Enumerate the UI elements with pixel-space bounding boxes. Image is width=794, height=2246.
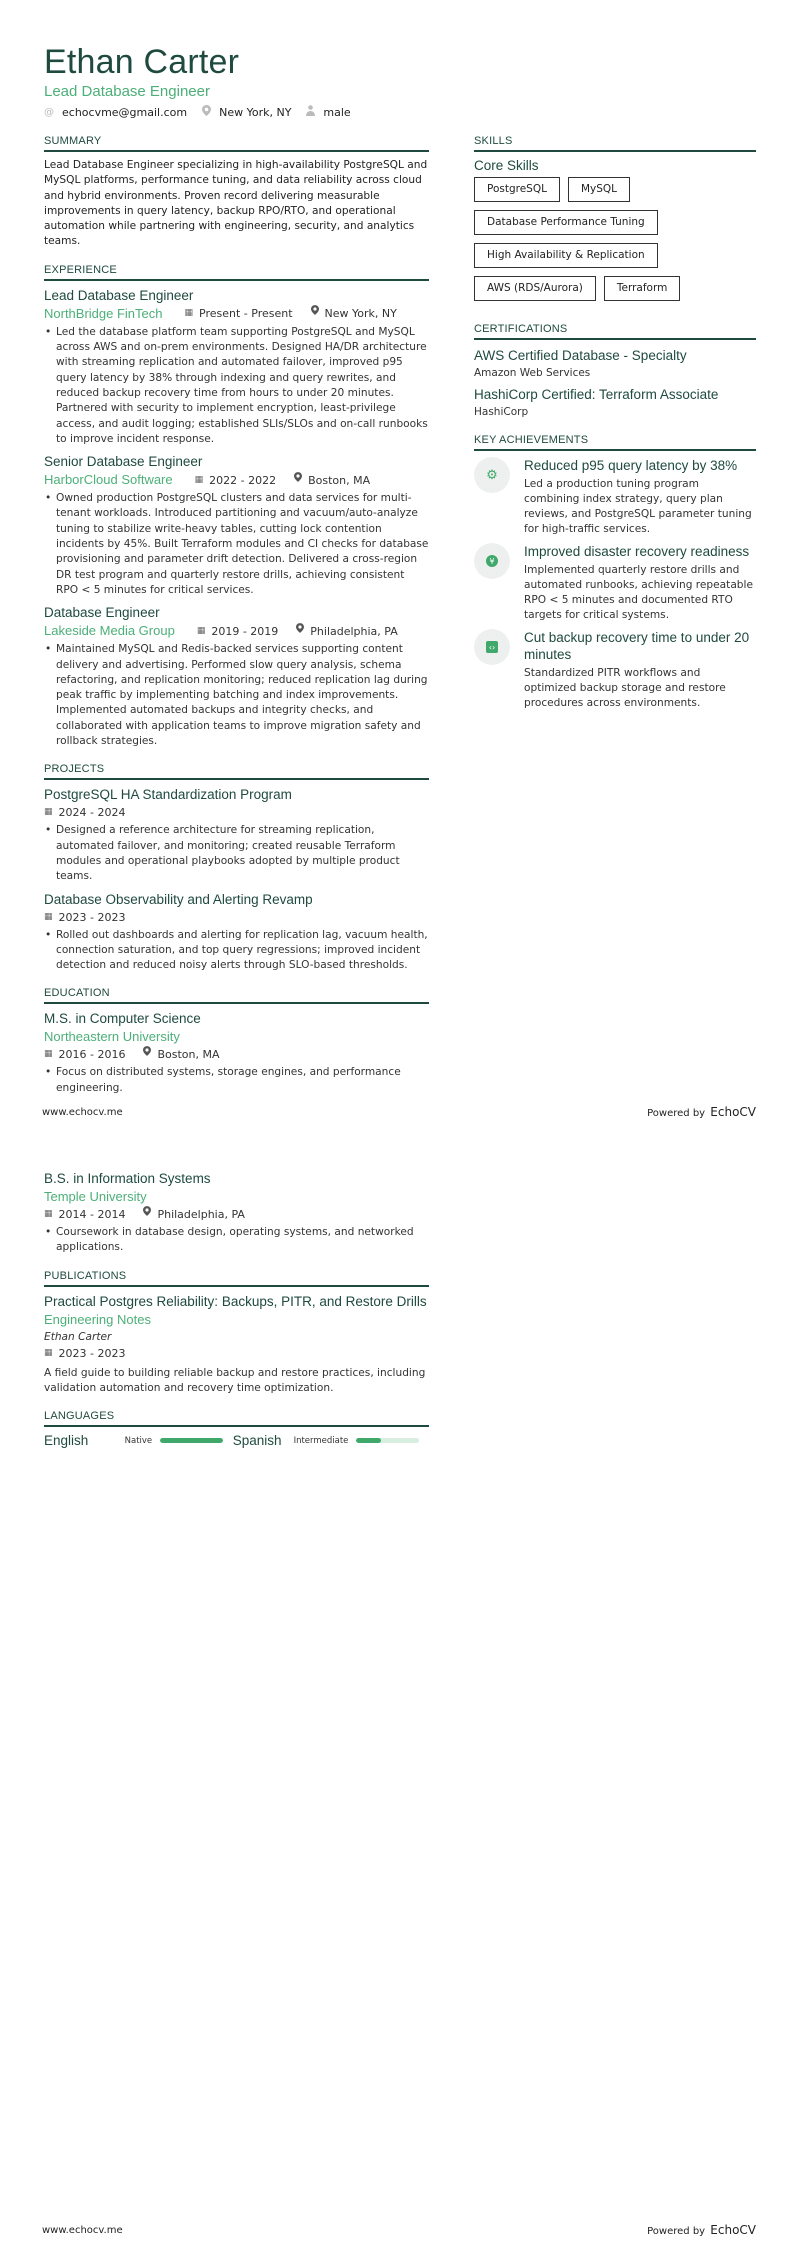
edu-location: Boston, MA [157, 1048, 220, 1062]
summary-section [44, 135, 429, 250]
footer-powered: Powered by EchoCV [647, 1105, 756, 1119]
candidate-name: Ethan Carter [44, 43, 240, 81]
edu-location: Philadelphia, PA [157, 1208, 245, 1221]
location-icon [296, 623, 304, 640]
achievement-icon-wrap [474, 543, 510, 579]
calendar-icon: ▦ [44, 1209, 53, 1219]
location-icon [294, 472, 302, 489]
skill-tag: PostgreSQL [474, 177, 560, 202]
publication-publisher: Engineering Notes [44, 1311, 151, 1327]
candidate-title: Lead Database Engineer [44, 83, 210, 100]
publication-dates: 2023 - 2023 [58, 1346, 126, 1360]
achievement-desc: Led a production tuning program combining index strategy, query plan reviews, and PostgreSQL parameter tuning for high-traffic services. [524, 478, 752, 535]
calendar-icon: ▦ [44, 1049, 53, 1060]
project-name: Database Observability and Alerting Revamp [44, 891, 313, 907]
bullet-item: • Coursework in database design, operating systems, and networked applications. [44, 1225, 429, 1256]
job-role: Database Engineer [44, 605, 160, 621]
achievement-title: Cut backup recovery time to under 20 minutes [524, 630, 750, 662]
language-level: Intermediate [293, 1435, 349, 1446]
gender-text: male [323, 105, 351, 119]
achievement-icon-wrap [474, 629, 510, 665]
bullet-item: • Owned production PostgreSQL clusters and data services for multi-tenant workloads. Introduced partitioning and vacuum/auto-analyze tuning to stabilize write-heavy tables, cutting lock contention incidents by 45%. Built Terraform modules and CI checks for database provisioning and parameter drift detection. Delivered a cross-region DR test program and quarterly restore drills, achieving consistent RPO < 5 minutes for critical services. [44, 491, 429, 598]
skill-tag: Database Performance Tuning [474, 210, 658, 235]
company-name: NorthBridge FinTech [44, 305, 163, 321]
section-heading: SUMMARY [44, 135, 429, 152]
achievement-icon-wrap [474, 457, 510, 493]
calendar-icon: ▦ [184, 308, 194, 319]
footer-powered: Powered by EchoCV [647, 2223, 756, 2237]
section-heading: EXPERIENCE [44, 264, 429, 281]
publication-entry [44, 1293, 429, 1397]
right-column [474, 135, 756, 725]
project-entry [44, 786, 429, 884]
cert-name: HashiCorp Certified: Terraform Associate [474, 387, 719, 402]
section-heading: SKILLS [474, 135, 756, 152]
section-heading: PUBLICATIONS [44, 1270, 429, 1287]
language-name: Spanish [232, 1433, 282, 1449]
contact-row [44, 105, 365, 119]
experience-entry [44, 453, 429, 598]
achievement-item [474, 457, 756, 537]
skill-tag: MySQL [568, 177, 630, 202]
education-entry [44, 1170, 429, 1256]
footer-brand: EchoCV [710, 2223, 756, 2237]
project-dates: 2024 - 2024 [58, 806, 126, 820]
languages-section [44, 1410, 429, 1448]
project-dates: 2023 - 2023 [58, 910, 126, 924]
achievement-title: Improved disaster recovery readiness [524, 544, 750, 559]
section-heading: KEY ACHIEVEMENTS [474, 434, 756, 451]
education-entry [44, 1010, 429, 1096]
location-icon [143, 1046, 151, 1063]
bullet-item: • Maintained MySQL and Redis-backed services supporting content delivery and advertising. Performed slow query analysis, schema refactoring, and replication monitoring; reduced replication lag during peak traffic by implementing batching and index improvements. Implemented automated backups and integrity checks, and collaborated with application teams to improve migration safety and rollback strategies. [44, 642, 429, 749]
job-dates: 2022 - 2022 [209, 473, 277, 487]
job-role: Senior Database Engineer [44, 454, 203, 470]
summary-text: Lead Database Engineer specializing in high-availability PostgreSQL and MySQL platforms, performance tuning, and data reliability across cloud and hybrid environments. Proven record delivering measurable improvements in query latency, backup RPO/RTO, and operational automation while partnering with engineering, security, and analytics teams. [44, 159, 428, 248]
experience-section [44, 264, 429, 750]
bullet-item: • Led the database platform team supporting PostgreSQL and MySQL across AWS and on-prem environments. Designed HA/DR architecture with streaming replication and automated failover, improved p95 query latency by 38% through indexing and query rewrites, and reduced backup recovery time from hours to under 20 minutes. Partnered with security to implement encryption, least-privilege access, and audit logging; established SLIs/SLOs and on-call runbooks to improve incident response. [44, 325, 429, 447]
publication-description: A field guide to building reliable backup and restore practices, including validation automation and recovery time optimization. [44, 1366, 426, 1394]
language-name: English [44, 1433, 89, 1449]
job-bullets [44, 491, 429, 598]
language-level: Native [124, 1435, 153, 1446]
email-text: echocvme@gmail.com [62, 105, 188, 119]
calendar-icon: ▦ [44, 911, 53, 922]
project-entry [44, 891, 429, 974]
bullet-item: • Rolled out dashboards and alerting for replication lag, vacuum health, connection saturation, and top query regressions; improved incident detection and reduced noisy alerts through SLO-based thresholds. [44, 928, 429, 974]
job-bullets [44, 325, 429, 447]
experience-entry [44, 604, 429, 749]
gear-icon: ⚙ [486, 467, 498, 483]
job-dates: Present - Present [199, 307, 293, 321]
skill-tag: AWS (RDS/Aurora) [474, 276, 596, 301]
project-name: PostgreSQL HA Standardization Program [44, 787, 292, 803]
location-text: New York, NY [219, 105, 292, 119]
achievement-desc: Standardized PITR workflows and optimized backup storage and restore procedures across environments. [524, 667, 726, 709]
cert-issuer: Amazon Web Services [474, 367, 591, 379]
education-section-continued [44, 1170, 429, 1256]
education-section [44, 987, 429, 1096]
job-dates: 2019 - 2019 [211, 624, 279, 638]
skills-section [474, 135, 756, 309]
resume-header [44, 44, 365, 119]
page-footer [42, 2223, 756, 2237]
contact-gender [305, 105, 350, 119]
skill-group-title: Core Skills [474, 158, 539, 173]
footer-brand: EchoCV [710, 1105, 756, 1119]
location-icon [311, 305, 319, 322]
location-icon [201, 105, 211, 119]
section-heading: LANGUAGES [44, 1410, 429, 1427]
job-location: Philadelphia, PA [310, 624, 398, 638]
job-role: Lead Database Engineer [44, 287, 194, 303]
job-location: Boston, MA [308, 473, 371, 487]
contact-email[interactable] [44, 106, 187, 119]
calendar-icon: ▦ [44, 1347, 53, 1358]
publication-author: Ethan Carter [44, 1330, 112, 1343]
degree: M.S. in Computer Science [44, 1011, 201, 1027]
calendar-icon: ▦ [194, 474, 204, 485]
publications-section [44, 1270, 429, 1397]
job-location: New York, NY [324, 307, 397, 321]
bullet-item: • Focus on distributed systems, storage engines, and performance engineering. [44, 1065, 429, 1096]
language-proficiency-bar [356, 1438, 419, 1443]
contact-location [201, 105, 291, 119]
section-heading: CERTIFICATIONS [474, 323, 756, 340]
experience-entry [44, 287, 429, 447]
languages-row [44, 1433, 429, 1448]
page-footer [42, 1105, 756, 1119]
edu-dates: 2016 - 2016 [58, 1048, 126, 1062]
cert-name: AWS Certified Database - Specialty [474, 348, 687, 363]
location-icon [143, 1206, 151, 1223]
school-name: Temple University [44, 1189, 147, 1204]
projects-section [44, 763, 429, 973]
bullet-item: • Designed a reference architecture for streaming replication, automated failover, and monitoring; created reusable Terraform modules and operational playbooks adopted by multiple product teams. [44, 823, 429, 884]
edu-dates: 2014 - 2014 [58, 1208, 126, 1221]
skill-tag: Terraform [604, 276, 680, 301]
achievement-title: Reduced p95 query latency by 38% [524, 458, 738, 473]
skill-tag: High Availability & Replication [474, 243, 658, 268]
company-name: Lakeside Media Group [44, 623, 175, 639]
achievement-desc: Implemented quarterly restore drills and automated runbooks, achieving repeatable RPO < 5 minutes and documented RTO targets for critical systems. [524, 564, 753, 621]
achievements-section [474, 434, 756, 711]
company-name: HarborCloud Software [44, 472, 173, 488]
achievement-item [474, 629, 756, 711]
job-bullets [44, 642, 429, 749]
left-column-continued [44, 1170, 429, 1462]
at-icon: @ [44, 106, 54, 118]
language-proficiency-bar [160, 1438, 223, 1443]
school-name: Northeastern University [44, 1029, 180, 1045]
yen-icon: ¥ [486, 555, 498, 567]
footer-website[interactable]: www.echocv.me [42, 2224, 123, 2236]
skill-tags [474, 177, 756, 309]
achievement-item [474, 543, 756, 623]
section-heading: PROJECTS [44, 763, 429, 780]
cert-issuer: HashiCorp [474, 406, 529, 418]
footer-website[interactable]: www.echocv.me [42, 1106, 123, 1118]
resume-page-2 [0, 1123, 794, 2246]
publication-title: Practical Postgres Reliability: Backups, PITR, and Restore Drills [44, 1293, 427, 1309]
code-icon: ‹› [486, 641, 498, 653]
calendar-icon: ▦ [44, 807, 53, 818]
section-heading: EDUCATION [44, 987, 429, 1004]
person-icon [305, 105, 315, 119]
degree: B.S. in Information Systems [44, 1171, 211, 1186]
left-column [44, 135, 429, 1110]
calendar-icon: ▦ [196, 625, 206, 636]
certifications-section [474, 323, 756, 420]
